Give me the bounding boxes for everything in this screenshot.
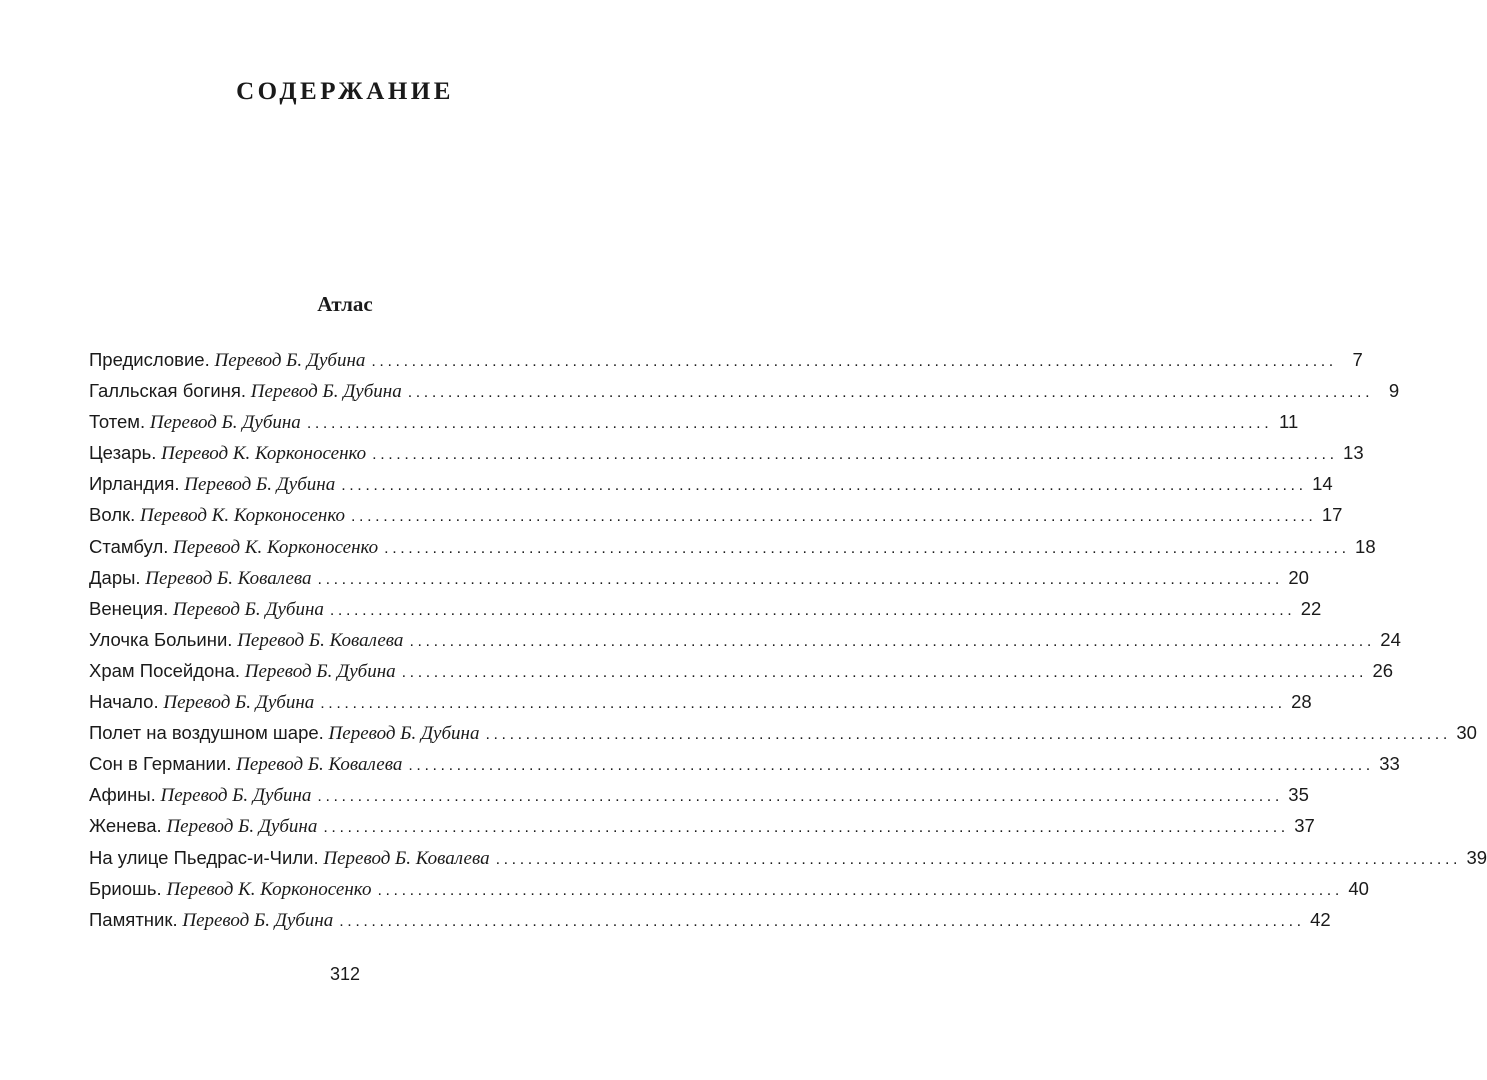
leader-dots: ........................................................................................................................ (407, 384, 1374, 402)
leader-dots: ........................................................................................................................ (371, 353, 1337, 370)
entry-translator: Перевод Б. Ковалева (323, 847, 490, 869)
section-title: Атлас (317, 292, 373, 316)
entry-translator: Перевод Б. Ковалева (236, 754, 403, 776)
entry-page-number: 17 (1321, 504, 1343, 526)
entry-title: Тотем. (89, 411, 146, 433)
entry-page-number: 42 (1310, 908, 1331, 930)
entry-title: Волк. (89, 504, 136, 526)
toc-entry[interactable] (89, 406, 1299, 437)
toc-entry[interactable] (89, 873, 1369, 904)
entry-title: Ирландия. (89, 473, 180, 495)
entry-title: Памятник. (89, 908, 178, 930)
entry-translator: Перевод Б. Дубина (244, 660, 396, 682)
entry-translator: Перевод Б. Ковалева (237, 629, 404, 651)
toc-entry[interactable] (89, 468, 1333, 499)
leader-dots: ........................................................................................................................ (384, 539, 1350, 557)
entry-page-number: 35 (1288, 784, 1309, 806)
entry-page-number: 39 (1466, 846, 1487, 868)
page-title: СОДЕРЖАНИЕ (236, 78, 454, 105)
leader-dots: ........................................................................................................................ (306, 415, 1273, 433)
toc-entry[interactable] (89, 562, 1309, 593)
entry-translator: Перевод К. Корконосенко (166, 878, 372, 900)
toc-entry[interactable] (89, 531, 1376, 562)
entry-page-number: 20 (1288, 566, 1309, 588)
entry-translator: Перевод Б. Дубина (250, 381, 402, 403)
toc-entry[interactable] (89, 437, 1364, 468)
entry-title: Предисловие. (89, 349, 210, 370)
entry-page-number: 26 (1372, 659, 1394, 681)
toc-entry[interactable] (89, 655, 1394, 686)
leader-dots: ........................................................................................................................ (317, 570, 1283, 588)
entry-page-number: 13 (1343, 442, 1364, 464)
toc-entry[interactable] (89, 810, 1315, 841)
page-number: 312 (329, 964, 361, 984)
entry-page-number: 7 (1352, 349, 1363, 370)
entry-translator: Перевод Б. Дубина (149, 412, 301, 434)
entry-translator: Перевод Б. Дубина (160, 785, 312, 807)
entry-page-number: 40 (1348, 877, 1369, 899)
entry-page-number: 24 (1380, 628, 1401, 650)
toc-entry[interactable] (89, 686, 1312, 717)
entry-title: Улочка Больини. (89, 628, 233, 650)
entry-title: Храм Посейдона. (89, 659, 240, 681)
entry-translator: Перевод Б. Дубина (182, 909, 334, 931)
entry-translator: Перевод Б. Дубина (166, 816, 318, 838)
toc-entry[interactable] (89, 904, 1331, 935)
entry-title: Начало. (89, 691, 159, 713)
leader-dots: ........................................................................................................................ (320, 695, 1286, 713)
entry-page-number: 37 (1294, 815, 1315, 837)
toc-entry[interactable] (89, 375, 1400, 406)
leader-dots: ........................................................................................................................ (408, 757, 1374, 775)
entry-translator: Перевод Б. Дубина (184, 474, 336, 496)
table-of-contents (89, 344, 1487, 935)
leader-dots: ........................................................................................................................ (409, 632, 1375, 650)
leader-dots: ........................................................................................................................ (377, 881, 1343, 899)
entry-title: Венеция. (89, 597, 169, 619)
entry-translator: Перевод Б. Дубина (163, 692, 315, 714)
leader-dots: ........................................................................................................................ (339, 912, 1305, 930)
toc-entry[interactable] (89, 499, 1343, 530)
leader-dots: ........................................................................................................................ (401, 663, 1368, 681)
leader-dots: ........................................................................................................................ (317, 788, 1283, 806)
entry-translator: Перевод Б. Дубина (214, 350, 366, 371)
toc-entry[interactable] (89, 624, 1401, 655)
entry-title: На улице Пьедрас-и-Чили. (89, 846, 319, 868)
entry-page-number: 33 (1379, 753, 1400, 775)
toc-entry[interactable] (89, 593, 1322, 624)
entry-page-number: 30 (1456, 722, 1477, 744)
entry-translator: Перевод К. Корконосенко (161, 443, 367, 465)
leader-dots: ........................................................................................................................ (485, 726, 1451, 744)
leader-dots: ........................................................................................................................ (351, 508, 1317, 526)
toc-entry[interactable] (89, 779, 1309, 810)
entry-page-number: 14 (1312, 473, 1333, 495)
toc-entry[interactable] (89, 344, 1363, 375)
entry-page-number: 22 (1300, 597, 1322, 619)
entry-title: Галльская богиня. (89, 380, 247, 402)
entry-page-number: 18 (1355, 535, 1376, 557)
leader-dots: ........................................................................................................................ (323, 819, 1289, 837)
entry-title: Бриошь. (89, 877, 162, 899)
entry-page-number: 28 (1291, 691, 1312, 713)
leader-dots: ........................................................................................................................ (495, 850, 1462, 868)
entry-title: Цезарь. (89, 442, 157, 464)
entry-title: Стамбул. (89, 535, 169, 557)
entry-title: Дары. (89, 566, 141, 588)
toc-entry[interactable] (89, 717, 1477, 748)
entry-page-number: 9 (1388, 380, 1400, 402)
leader-dots: ........................................................................................................................ (341, 477, 1307, 495)
entry-title: Афины. (89, 784, 156, 806)
entry-page-number: 11 (1279, 411, 1299, 433)
entry-translator: Перевод Б. Ковалева (145, 567, 312, 589)
entry-translator: Перевод К. Корконосенко (140, 505, 346, 527)
toc-entry[interactable] (89, 842, 1487, 873)
leader-dots: ........................................................................................................................ (329, 601, 1296, 619)
entry-title: Сон в Германии. (89, 753, 232, 775)
leader-dots: ........................................................................................................................ (372, 446, 1338, 464)
entry-translator: Перевод Б. Дубина (172, 598, 324, 620)
entry-translator: Перевод Б. Дубина (328, 723, 480, 745)
entry-title: Полет на воздушном шаре. (89, 722, 324, 744)
toc-entry[interactable] (89, 748, 1400, 779)
entry-translator: Перевод К. Корконосенко (173, 536, 379, 558)
entry-title: Женева. (89, 815, 162, 837)
